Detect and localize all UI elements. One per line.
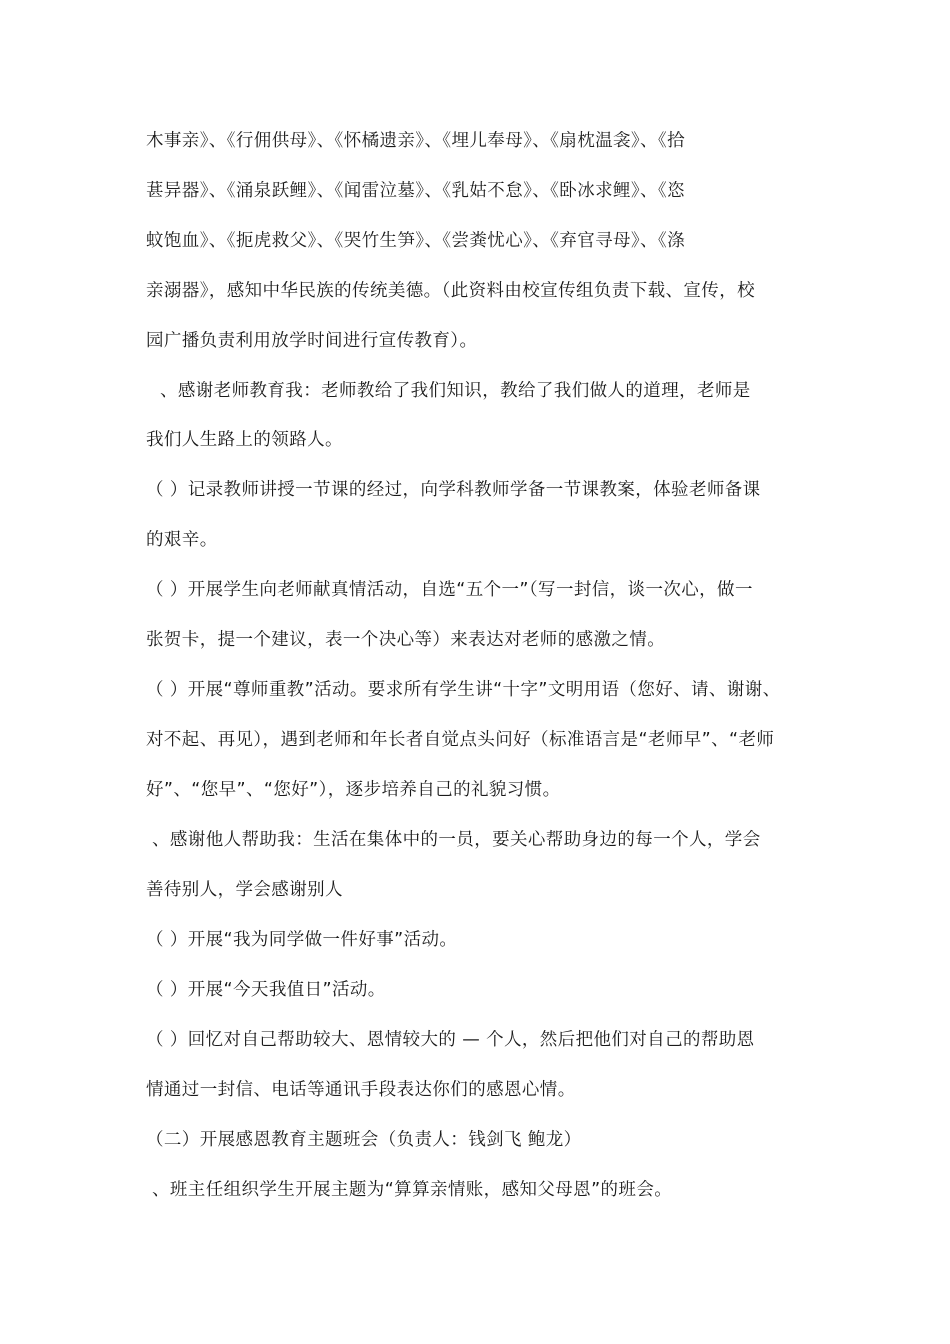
list-item-others-1: （ ）开展“我为同学做一件好事”活动。	[146, 930, 458, 950]
list-item-teacher-3-cont2: 好”、“您早”、“您好”），逐步培养自己的礼貌习惯。	[146, 780, 561, 800]
list-item-teacher-1: （ ）记录教师讲授一节课的经过，向学科教师学备一节课教案，体验老师备课	[146, 480, 761, 500]
list-item-others-3: （ ）回忆对自己帮助较大、恩情较大的 — 个人，然后把他们对自己的帮助恩	[146, 1030, 755, 1050]
list-item-others-2: （ ）开展“今天我值日”活动。	[146, 980, 386, 1000]
list-item-teacher-3: （ ）开展“尊师重教”活动。要求所有学生讲“十字”文明用语（您好、请、谢谢、	[146, 680, 781, 700]
paragraph-line-2: 葚异器》、《涌泉跃鲤》、《闻雷泣墓》、《乳姑不怠》、《卧冰求鲤》、《恣	[146, 181, 685, 201]
list-item-teacher-2: （ ）开展学生向老师献真情活动，自选“五个一”（写一封信，谈一次心，做一	[146, 580, 753, 600]
paragraph-line-5: 园广播负责利用放学时间进行宣传教育）。	[146, 331, 478, 351]
section-others-heading: 、感谢他人帮助我：生活在集体中的一员，要关心帮助身边的每一个人，学会	[152, 830, 761, 850]
paragraph-line-4: 亲溺器》，感知中华民族的传统美德。（此资料由校宣传组负责下载、宣传，校	[146, 281, 755, 301]
paragraph-line-1: 木事亲》、《行佣供母》、《怀橘遗亲》、《埋儿奉母》、《扇枕温衾》、《拾	[146, 131, 685, 151]
section-class-meeting-heading: （二）开展感恩教育主题班会（负责人：钱剑飞 鲍龙）	[146, 1130, 582, 1150]
paragraph-line-7: 我们人生路上的领路人。	[146, 430, 343, 450]
paragraph-line-3: 蚊饱血》、《扼虎救父》、《哭竹生笋》、《尝粪忧心》、《弃官寻母》、《涤	[146, 231, 685, 251]
list-item-teacher-2-cont: 张贺卡，提一个建议，表一个决心等）来表达对老师的感激之情。	[146, 630, 666, 650]
paragraph-line-16: 善待别人，学会感谢别人	[146, 880, 343, 900]
list-item-teacher-1-cont: 的艰辛。	[146, 530, 218, 550]
section-teacher-heading: 、感谢老师教育我：老师教给了我们知识，教给了我们做人的道理，老师是	[160, 381, 751, 401]
list-item-others-3-cont: 情通过一封信、电话等通讯手段表达你们的感恩心情。	[146, 1080, 576, 1100]
paragraph-line-22: 、班主任组织学生开展主题为“算算亲情账，感知父母恩”的班会。	[152, 1180, 673, 1200]
list-item-teacher-3-cont: 对不起、再见），遇到老师和年长者自觉点头问好（标准语言是“老师早”、“老师	[146, 730, 775, 750]
